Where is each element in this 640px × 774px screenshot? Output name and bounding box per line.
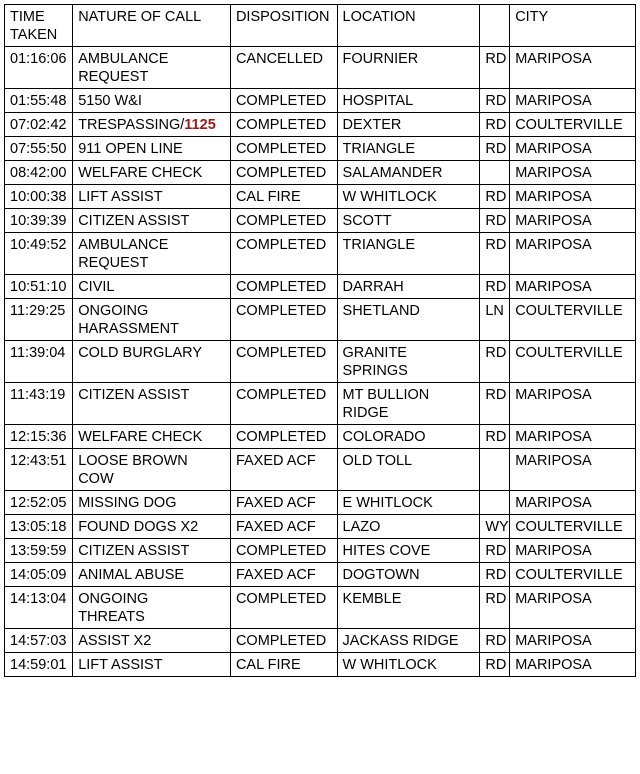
street-suffix-cell: RD [480, 383, 510, 425]
disposition-cell: COMPLETED [230, 341, 337, 383]
time-cell: 01:55:48 [5, 89, 73, 113]
time-cell: 14:57:03 [5, 629, 73, 653]
nature-line: LIFT ASSIST [78, 657, 163, 673]
location-cell [337, 563, 480, 587]
street-suffix-cell: LN [480, 299, 510, 341]
city-cell: MARIPOSA [510, 185, 636, 209]
disposition-cell: COMPLETED [230, 299, 337, 341]
city-cell: MARIPOSA [510, 539, 636, 563]
time-cell: 07:02:42 [5, 113, 73, 137]
street-suffix-cell: RD [480, 47, 510, 89]
location-cell [337, 89, 480, 113]
nature-cell [73, 233, 231, 275]
table-row [5, 209, 636, 233]
location-line: GRANITE [342, 345, 407, 361]
time-cell: 12:43:51 [5, 449, 73, 491]
city-cell: MARIPOSA [510, 137, 636, 161]
disposition-cell: COMPLETED [230, 629, 337, 653]
city-cell: COULTERVILLE [510, 113, 636, 137]
disposition-cell: COMPLETED [230, 425, 337, 449]
disposition-cell: CANCELLED [230, 47, 337, 89]
nature-cell [73, 299, 231, 341]
table-row [5, 341, 636, 383]
location-cell [337, 491, 480, 515]
nature-cell [73, 137, 231, 161]
disposition-cell: COMPLETED [230, 161, 337, 185]
location-cell [337, 539, 480, 563]
nature-line: REQUEST [78, 255, 149, 271]
street-suffix-cell: RD [480, 185, 510, 209]
disposition-cell: COMPLETED [230, 233, 337, 275]
city-cell: MARIPOSA [510, 425, 636, 449]
table-row [5, 185, 636, 209]
header-time-line-2: TAKEN [10, 27, 58, 43]
nature-cell [73, 491, 231, 515]
disposition-cell: COMPLETED [230, 539, 337, 563]
location-cell [337, 425, 480, 449]
location-line: FOURNIER [342, 51, 419, 67]
location-line: RIDGE [342, 405, 389, 421]
nature-line: WELFARE CHECK [78, 165, 203, 181]
time-cell: 07:55:50 [5, 137, 73, 161]
street-suffix-cell: RD [480, 653, 510, 677]
table-row [5, 539, 636, 563]
location-line: MT BULLION [342, 387, 430, 403]
disposition-cell: COMPLETED [230, 209, 337, 233]
location-cell [337, 161, 480, 185]
disposition-cell: COMPLETED [230, 113, 337, 137]
call-log-table [4, 4, 636, 677]
nature-line: ONGOING [78, 591, 149, 607]
city-cell: MARIPOSA [510, 233, 636, 275]
nature-line: 5150 W&I [78, 93, 142, 109]
location-line: W WHITLOCK [342, 189, 437, 205]
location-cell [337, 209, 480, 233]
nature-line: COLD BURGLARY [78, 345, 203, 361]
header-time-line-1: TIME [10, 9, 45, 25]
time-cell: 13:05:18 [5, 515, 73, 539]
location-line: SHETLAND [342, 303, 420, 319]
street-suffix-cell [480, 491, 510, 515]
nature-line: CITIZEN ASSIST [78, 213, 190, 229]
street-suffix-cell: RD [480, 629, 510, 653]
street-suffix-cell: RD [480, 275, 510, 299]
nature-cell [73, 341, 231, 383]
location-cell [337, 587, 480, 629]
table-row [5, 299, 636, 341]
table-row [5, 89, 636, 113]
location-line: HOSPITAL [342, 93, 414, 109]
city-cell: MARIPOSA [510, 47, 636, 89]
table-row [5, 515, 636, 539]
time-cell: 11:39:04 [5, 341, 73, 383]
nature-line: ANIMAL ABUSE [78, 567, 185, 583]
location-line: E WHITLOCK [342, 495, 433, 511]
table-row [5, 563, 636, 587]
nature-line: COW [78, 471, 114, 487]
disposition-cell: COMPLETED [230, 383, 337, 425]
location-cell [337, 629, 480, 653]
location-line: KEMBLE [342, 591, 402, 607]
table-row [5, 233, 636, 275]
city-cell: MARIPOSA [510, 587, 636, 629]
time-cell: 14:05:09 [5, 563, 73, 587]
nature-cell [73, 275, 231, 299]
nature-line: ONGOING [78, 303, 149, 319]
nature-cell [73, 209, 231, 233]
location-line: TRIANGLE [342, 141, 416, 157]
location-line: SALAMANDER [342, 165, 443, 181]
location-line: TRIANGLE [342, 237, 416, 253]
street-suffix-cell: RD [480, 113, 510, 137]
location-line: SPRINGS [342, 363, 408, 379]
table-row [5, 113, 636, 137]
header-nature-of-call: NATURE OF CALL [73, 5, 231, 47]
table-row [5, 629, 636, 653]
location-cell [337, 137, 480, 161]
nature-cell [73, 539, 231, 563]
header-time-taken [5, 5, 73, 47]
table-row [5, 653, 636, 677]
location-line: W WHITLOCK [342, 657, 437, 673]
location-cell [337, 275, 480, 299]
time-cell: 11:43:19 [5, 383, 73, 425]
city-cell: COULTERVILLE [510, 563, 636, 587]
city-cell: MARIPOSA [510, 89, 636, 113]
nature-line: THREATS [78, 609, 145, 625]
location-line: DARRAH [342, 279, 404, 295]
call-log-body [5, 5, 636, 677]
disposition-cell: COMPLETED [230, 587, 337, 629]
city-cell: MARIPOSA [510, 629, 636, 653]
nature-line: ASSIST X2 [78, 633, 152, 649]
location-cell [337, 47, 480, 89]
nature-cell [73, 47, 231, 89]
nature-cell [73, 629, 231, 653]
nature-code: 1125 [184, 117, 216, 133]
nature-cell [73, 587, 231, 629]
table-row [5, 383, 636, 425]
disposition-cell: FAXED ACF [230, 515, 337, 539]
header-row [5, 5, 636, 47]
nature-cell [73, 653, 231, 677]
header-disposition: DISPOSITION [230, 5, 337, 47]
street-suffix-cell [480, 161, 510, 185]
nature-line: AMBULANCE [78, 51, 169, 67]
nature-line: CITIZEN ASSIST [78, 543, 190, 559]
time-cell: 11:29:25 [5, 299, 73, 341]
location-cell [337, 449, 480, 491]
nature-cell [73, 449, 231, 491]
street-suffix-cell: RD [480, 209, 510, 233]
disposition-cell: COMPLETED [230, 275, 337, 299]
city-cell: MARIPOSA [510, 209, 636, 233]
time-cell: 12:15:36 [5, 425, 73, 449]
location-cell [337, 341, 480, 383]
nature-line: FOUND DOGS X2 [78, 519, 199, 535]
table-row [5, 275, 636, 299]
city-cell: MARIPOSA [510, 449, 636, 491]
nature-line: HARASSMENT [78, 321, 179, 337]
street-suffix-cell: RD [480, 89, 510, 113]
street-suffix-cell: RD [480, 425, 510, 449]
table-row [5, 449, 636, 491]
header-location: LOCATION [337, 5, 480, 47]
table-row [5, 587, 636, 629]
location-line: OLD TOLL [342, 453, 413, 469]
disposition-cell: FAXED ACF [230, 449, 337, 491]
city-cell: MARIPOSA [510, 161, 636, 185]
nature-line: CITIZEN ASSIST [78, 387, 190, 403]
nature-cell [73, 383, 231, 425]
city-cell: MARIPOSA [510, 383, 636, 425]
street-suffix-cell: RD [480, 137, 510, 161]
nature-line: TRESPASSING/ [78, 117, 185, 133]
location-cell [337, 653, 480, 677]
time-cell: 10:51:10 [5, 275, 73, 299]
disposition-cell: CAL FIRE [230, 185, 337, 209]
location-line: COLORADO [342, 429, 426, 445]
disposition-cell: FAXED ACF [230, 563, 337, 587]
nature-cell [73, 161, 231, 185]
location-cell [337, 185, 480, 209]
street-suffix-cell: RD [480, 341, 510, 383]
nature-line: 911 OPEN LINE [78, 141, 183, 157]
nature-line: LOOSE BROWN [78, 453, 188, 469]
table-row [5, 137, 636, 161]
disposition-cell: COMPLETED [230, 89, 337, 113]
table-row [5, 425, 636, 449]
location-line: HITES COVE [342, 543, 431, 559]
nature-line: LIFT ASSIST [78, 189, 163, 205]
table-row [5, 47, 636, 89]
header-suffix [480, 5, 510, 47]
nature-cell [73, 515, 231, 539]
street-suffix-cell: RD [480, 233, 510, 275]
nature-line: MISSING DOG [78, 495, 177, 511]
time-cell: 08:42:00 [5, 161, 73, 185]
nature-cell [73, 89, 231, 113]
table-row [5, 491, 636, 515]
time-cell: 10:49:52 [5, 233, 73, 275]
city-cell: MARIPOSA [510, 653, 636, 677]
location-line: DEXTER [342, 117, 402, 133]
table-row [5, 161, 636, 185]
nature-line: AMBULANCE [78, 237, 169, 253]
location-line: SCOTT [342, 213, 392, 229]
nature-cell [73, 563, 231, 587]
location-cell [337, 233, 480, 275]
city-cell: MARIPOSA [510, 275, 636, 299]
city-cell: COULTERVILLE [510, 341, 636, 383]
location-line: DOGTOWN [342, 567, 420, 583]
location-cell [337, 515, 480, 539]
city-cell: COULTERVILLE [510, 299, 636, 341]
location-cell [337, 299, 480, 341]
location-cell [337, 383, 480, 425]
header-city: CITY [510, 5, 636, 47]
nature-line: REQUEST [78, 69, 149, 85]
disposition-cell: FAXED ACF [230, 491, 337, 515]
nature-cell [73, 425, 231, 449]
location-line: JACKASS RIDGE [342, 633, 459, 649]
time-cell: 10:00:38 [5, 185, 73, 209]
street-suffix-cell: RD [480, 563, 510, 587]
time-cell: 10:39:39 [5, 209, 73, 233]
time-cell: 13:59:59 [5, 539, 73, 563]
street-suffix-cell: RD [480, 539, 510, 563]
street-suffix-cell: RD [480, 587, 510, 629]
disposition-cell: COMPLETED [230, 137, 337, 161]
nature-line: CIVIL [78, 279, 115, 295]
city-cell: MARIPOSA [510, 491, 636, 515]
time-cell: 12:52:05 [5, 491, 73, 515]
nature-cell [73, 113, 231, 137]
time-cell: 14:13:04 [5, 587, 73, 629]
time-cell: 01:16:06 [5, 47, 73, 89]
street-suffix-cell [480, 449, 510, 491]
nature-cell [73, 185, 231, 209]
time-cell: 14:59:01 [5, 653, 73, 677]
location-cell [337, 113, 480, 137]
location-line: LAZO [342, 519, 381, 535]
city-cell: COULTERVILLE [510, 515, 636, 539]
disposition-cell: CAL FIRE [230, 653, 337, 677]
nature-line: WELFARE CHECK [78, 429, 203, 445]
street-suffix-cell: WY [480, 515, 510, 539]
